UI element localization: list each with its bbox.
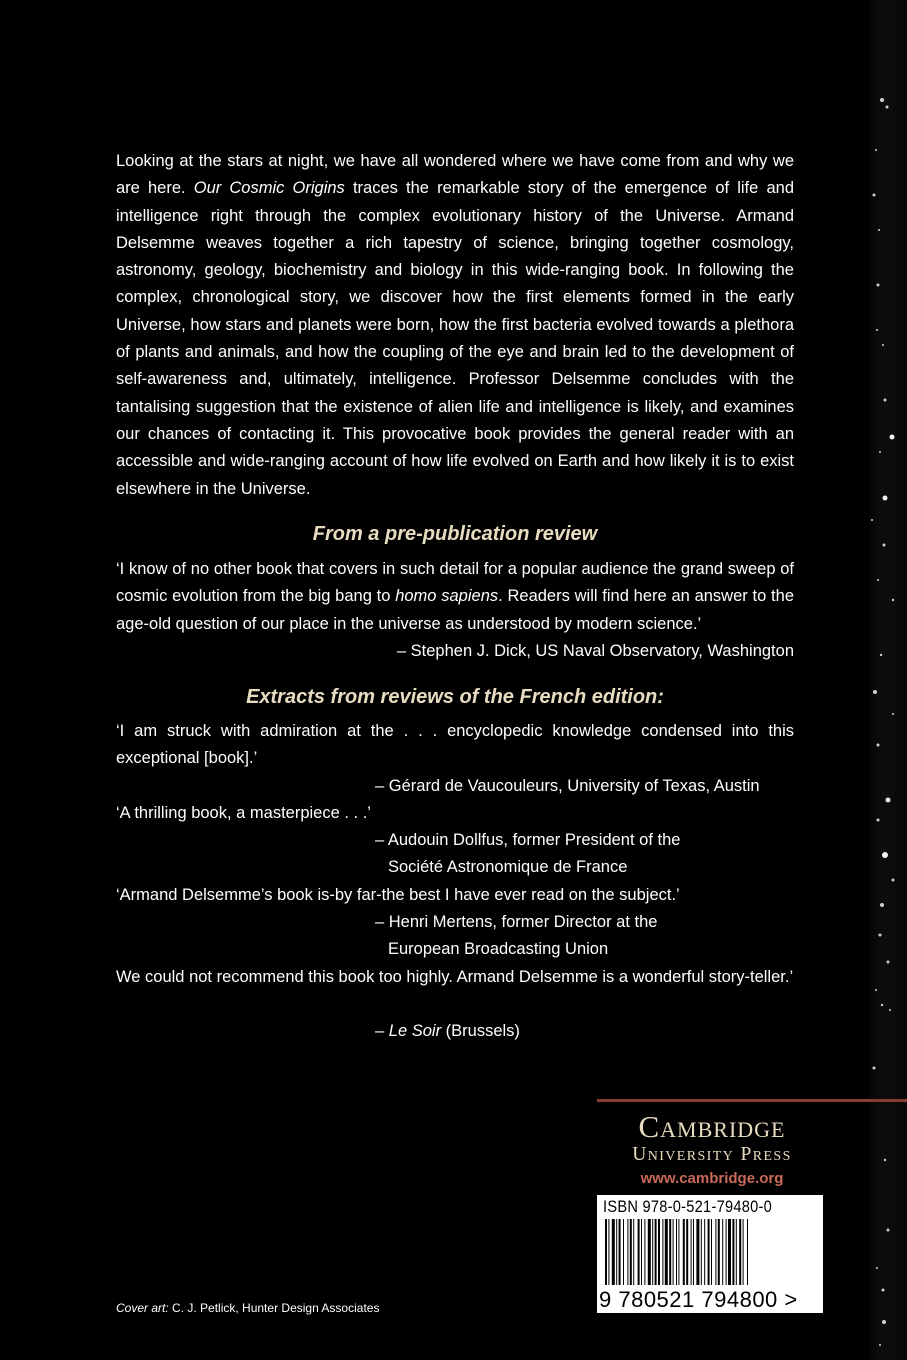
- barcode-bar: [619, 1219, 621, 1285]
- french-reviews-heading: Extracts from reviews of the French edition:: [246, 686, 664, 708]
- barcode-bar: [715, 1219, 716, 1285]
- publisher-name-line1: Cambridge: [638, 1109, 786, 1144]
- french-quote-4: We could not recommend this book too highly. Armand Delsemme is a wonderful story-teller.’: [116, 968, 794, 986]
- barcode-bar: [630, 1219, 632, 1285]
- barcode-bar: [616, 1219, 617, 1285]
- barcode-bar: [673, 1219, 674, 1285]
- barcode-bar: [739, 1219, 741, 1285]
- blurb-book-title: Our Cosmic Origins: [193, 179, 345, 198]
- barcode-bar: [658, 1219, 660, 1285]
- barcode-bar: [655, 1219, 657, 1285]
- barcode-bar: [644, 1219, 645, 1285]
- barcode-bar: [669, 1219, 671, 1285]
- barcode-bar: [633, 1219, 634, 1285]
- barcode-bar: [701, 1219, 702, 1285]
- barcode-bar: [726, 1219, 727, 1285]
- prepub-quote-italic: homo sapiens: [395, 587, 499, 606]
- prepub-quote: [116, 556, 794, 638]
- french-attribution-3-line2: European Broadcasting Union: [388, 940, 609, 958]
- prepub-heading: From a pre-publication review: [312, 523, 598, 545]
- french-attribution-4: [375, 1018, 520, 1045]
- french-quote-2: ‘A thrilling book, a masterpiece . . .’: [116, 804, 371, 822]
- barcode-bar: [662, 1219, 663, 1285]
- barcode-bar: [691, 1219, 692, 1285]
- french-quote-1: ‘I am struck with admiration at the . . . encyclopedic knowledge condensed into this exceptional [book].’: [116, 722, 794, 768]
- prepub-quote-part2: . Readers will find here an answer to the age-old question of our place in the universe as understood by modern science.’: [116, 587, 794, 633]
- blurb-intro: Looking at the stars at night, we have all wondered where we have come from and why we are here.: [116, 152, 794, 198]
- attr-4-place: (Brussels): [445, 1022, 520, 1040]
- barcode-bar: [648, 1219, 651, 1285]
- french-attribution-3-line1: – Henri Mertens, former Director at the: [375, 913, 658, 931]
- french-attribution-2-line2: Société Astronomique de France: [388, 858, 628, 876]
- barcode-bar: [711, 1219, 712, 1285]
- barcode-bar: [728, 1219, 731, 1285]
- prepub-quote-part1: ‘I know of no other book that covers in such detail for a popular audience the grand sweep of cosmic evolution from the big bang to: [116, 560, 794, 606]
- barcode-bar: [652, 1219, 653, 1285]
- publisher-rule: [597, 1099, 907, 1102]
- credit-artist: C. J. Petlick, Hunter Design Associates: [172, 1301, 380, 1315]
- publisher-url: www.cambridge.org: [640, 1170, 784, 1187]
- back-cover-blurb: [116, 148, 794, 503]
- barcode-bar: [708, 1219, 710, 1285]
- attr-4-dash: –: [375, 1022, 385, 1040]
- barcode-bar: [718, 1219, 720, 1285]
- book-spine-edge: [869, 0, 907, 1360]
- barcode-bars: [597, 1219, 823, 1289]
- barcode-bar: [686, 1219, 688, 1285]
- barcode-bar: [743, 1219, 744, 1285]
- french-attribution-2-line1: – Audouin Dollfus, former President of the: [375, 831, 681, 849]
- barcode-bar: [665, 1219, 668, 1285]
- barcode-bar: [747, 1219, 748, 1285]
- credit-label: Cover art:: [116, 1301, 169, 1315]
- barcode-bar: [678, 1219, 679, 1285]
- publisher-name: [597, 1110, 827, 1166]
- attr-4-source: Le Soir: [388, 1022, 442, 1040]
- isbn-barcode: [597, 1195, 823, 1313]
- barcode-bar: [605, 1219, 607, 1285]
- cover-art-credit: [116, 1301, 379, 1315]
- barcode-bar: [683, 1219, 685, 1285]
- barcode-bar: [696, 1219, 699, 1285]
- barcode-bar: [612, 1219, 615, 1285]
- barcode-bar: [704, 1219, 705, 1285]
- barcode-bar: [641, 1219, 642, 1285]
- barcode-bar: [627, 1219, 628, 1285]
- french-attribution-1: – Gérard de Vaucouleurs, University of Texas, Austin: [375, 777, 760, 795]
- barcode-bar: [623, 1219, 624, 1285]
- barcode-bar: [676, 1219, 677, 1285]
- barcode-bar: [736, 1219, 737, 1285]
- prepub-attribution: – Stephen J. Dick, US Naval Observatory, Washington: [396, 642, 794, 660]
- barcode-bar: [638, 1219, 640, 1285]
- ean-digits: 9 780521 794800 >: [599, 1287, 798, 1312]
- french-quote-3: ‘Armand Delsemme’s book is-by far-the best I have ever read on the subject.’: [116, 886, 680, 904]
- barcode-bar: [608, 1219, 609, 1285]
- isbn-label: ISBN 978-0-521-79480-0: [603, 1197, 773, 1216]
- publisher-name-line2: University Press: [632, 1144, 792, 1165]
- blurb-body: traces the remarkable story of the emergence of life and intelligence right through the complex evolutionary history of the Universe. Armand Delsemme weaves together a rich tapestry of science, bringing together cosmology, astronomy, geology, biochemistry and biology in this wide-ranging book. In following the complex, chronological story, we discover how the first elements formed in the early Universe, how stars and planets were born, how the first bacteria evolved towards a plethora of plants and animals, and how the coupling of the eye and brain led to the development of self-awareness and, ultimately, intelligence. Professor Delsemme concludes with the tantalising suggestion that the existence of alien life and intelligence is likely, and examines our chances of contacting it. This provocative book provides the general reader with an accessible and wide-ranging account of how life evolved on Earth and how likely it is to exist elsewhere in the Universe.: [116, 179, 794, 498]
- barcode-bar: [732, 1219, 734, 1285]
- barcode-bar: [722, 1219, 723, 1285]
- barcode-bar: [693, 1219, 694, 1285]
